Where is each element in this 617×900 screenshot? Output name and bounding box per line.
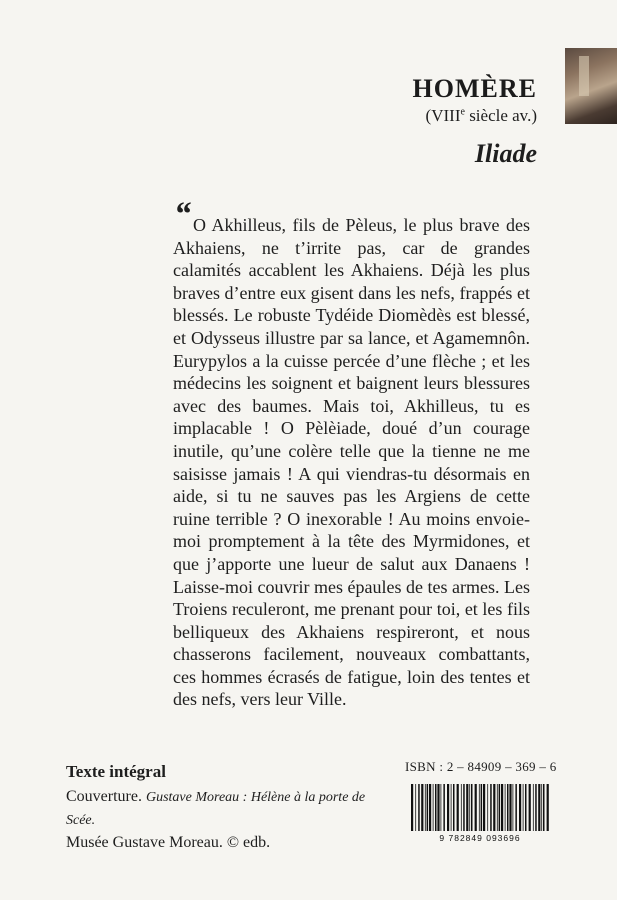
author-century: (VIIIe siècle av.)	[425, 106, 537, 125]
quote-mark: “	[174, 196, 191, 233]
isbn-label: ISBN : 2 – 84909 – 369 – 6	[405, 759, 557, 774]
barcode-digits: 9 782849 093696	[439, 833, 521, 842]
credit-museum: Musée Gustave Moreau. © edb.	[66, 834, 271, 851]
footer-heading: Texte intégral	[66, 762, 166, 781]
author-name: HOMÈRE	[412, 74, 537, 103]
excerpt-paragraph: O Akhilleus, fils de Pèleus, le plus brave des Akhaiens, ne t’irrite pas, car de grandes calamités accablent les Akhaiens. Déjà les plus braves d’entre eux gisent dans les nefs, frappés et blessés. Le robuste Tydéide Diomèdès est blessé, et Odysseus illustre par sa lance, et Agamemnôn. Eurypylos a la cuisse percée d’une flèche ; et les médecins les soignent et baignent leurs blessures avec des baumes. Mais toi, Akhilleus, tu es implacable ! O Pèlèiade, doué d’un courage inutile, qu’une colère telle que la tienne ne me saisisse jamais ! A qui viendras-tu désormais en aide, si tu ne sauves pas les Argiens de cette ruine terrible ? O inexorable ! Au moins envoie-moi promptement à la tête des Myrmidones, et que j’apporte une lueur de salut aux Danaens ! Laisse-moi couvrir mes épaules de tes armes. Les Troiens reculeront, me prenant pour toi, et les fils belliqueux des Akhaiens respireront, et nous chasserons facilement, nouveaux combattants, ces hommes écrasés de fatigue, loin des tentes et des nefs, vers leur Ville.	[173, 215, 530, 710]
cover-credit: Couverture. Gustave Moreau : Hélène à la porte de Scée. Musée Gustave Moreau. © edb.	[66, 788, 366, 851]
credit-artwork: Gustave Moreau : Hélène à la porte de Scée.	[66, 790, 366, 828]
book-title: Iliade	[474, 139, 537, 168]
barcode	[405, 784, 555, 842]
excerpt-text	[173, 214, 530, 711]
cover-thumbnail	[565, 48, 617, 124]
